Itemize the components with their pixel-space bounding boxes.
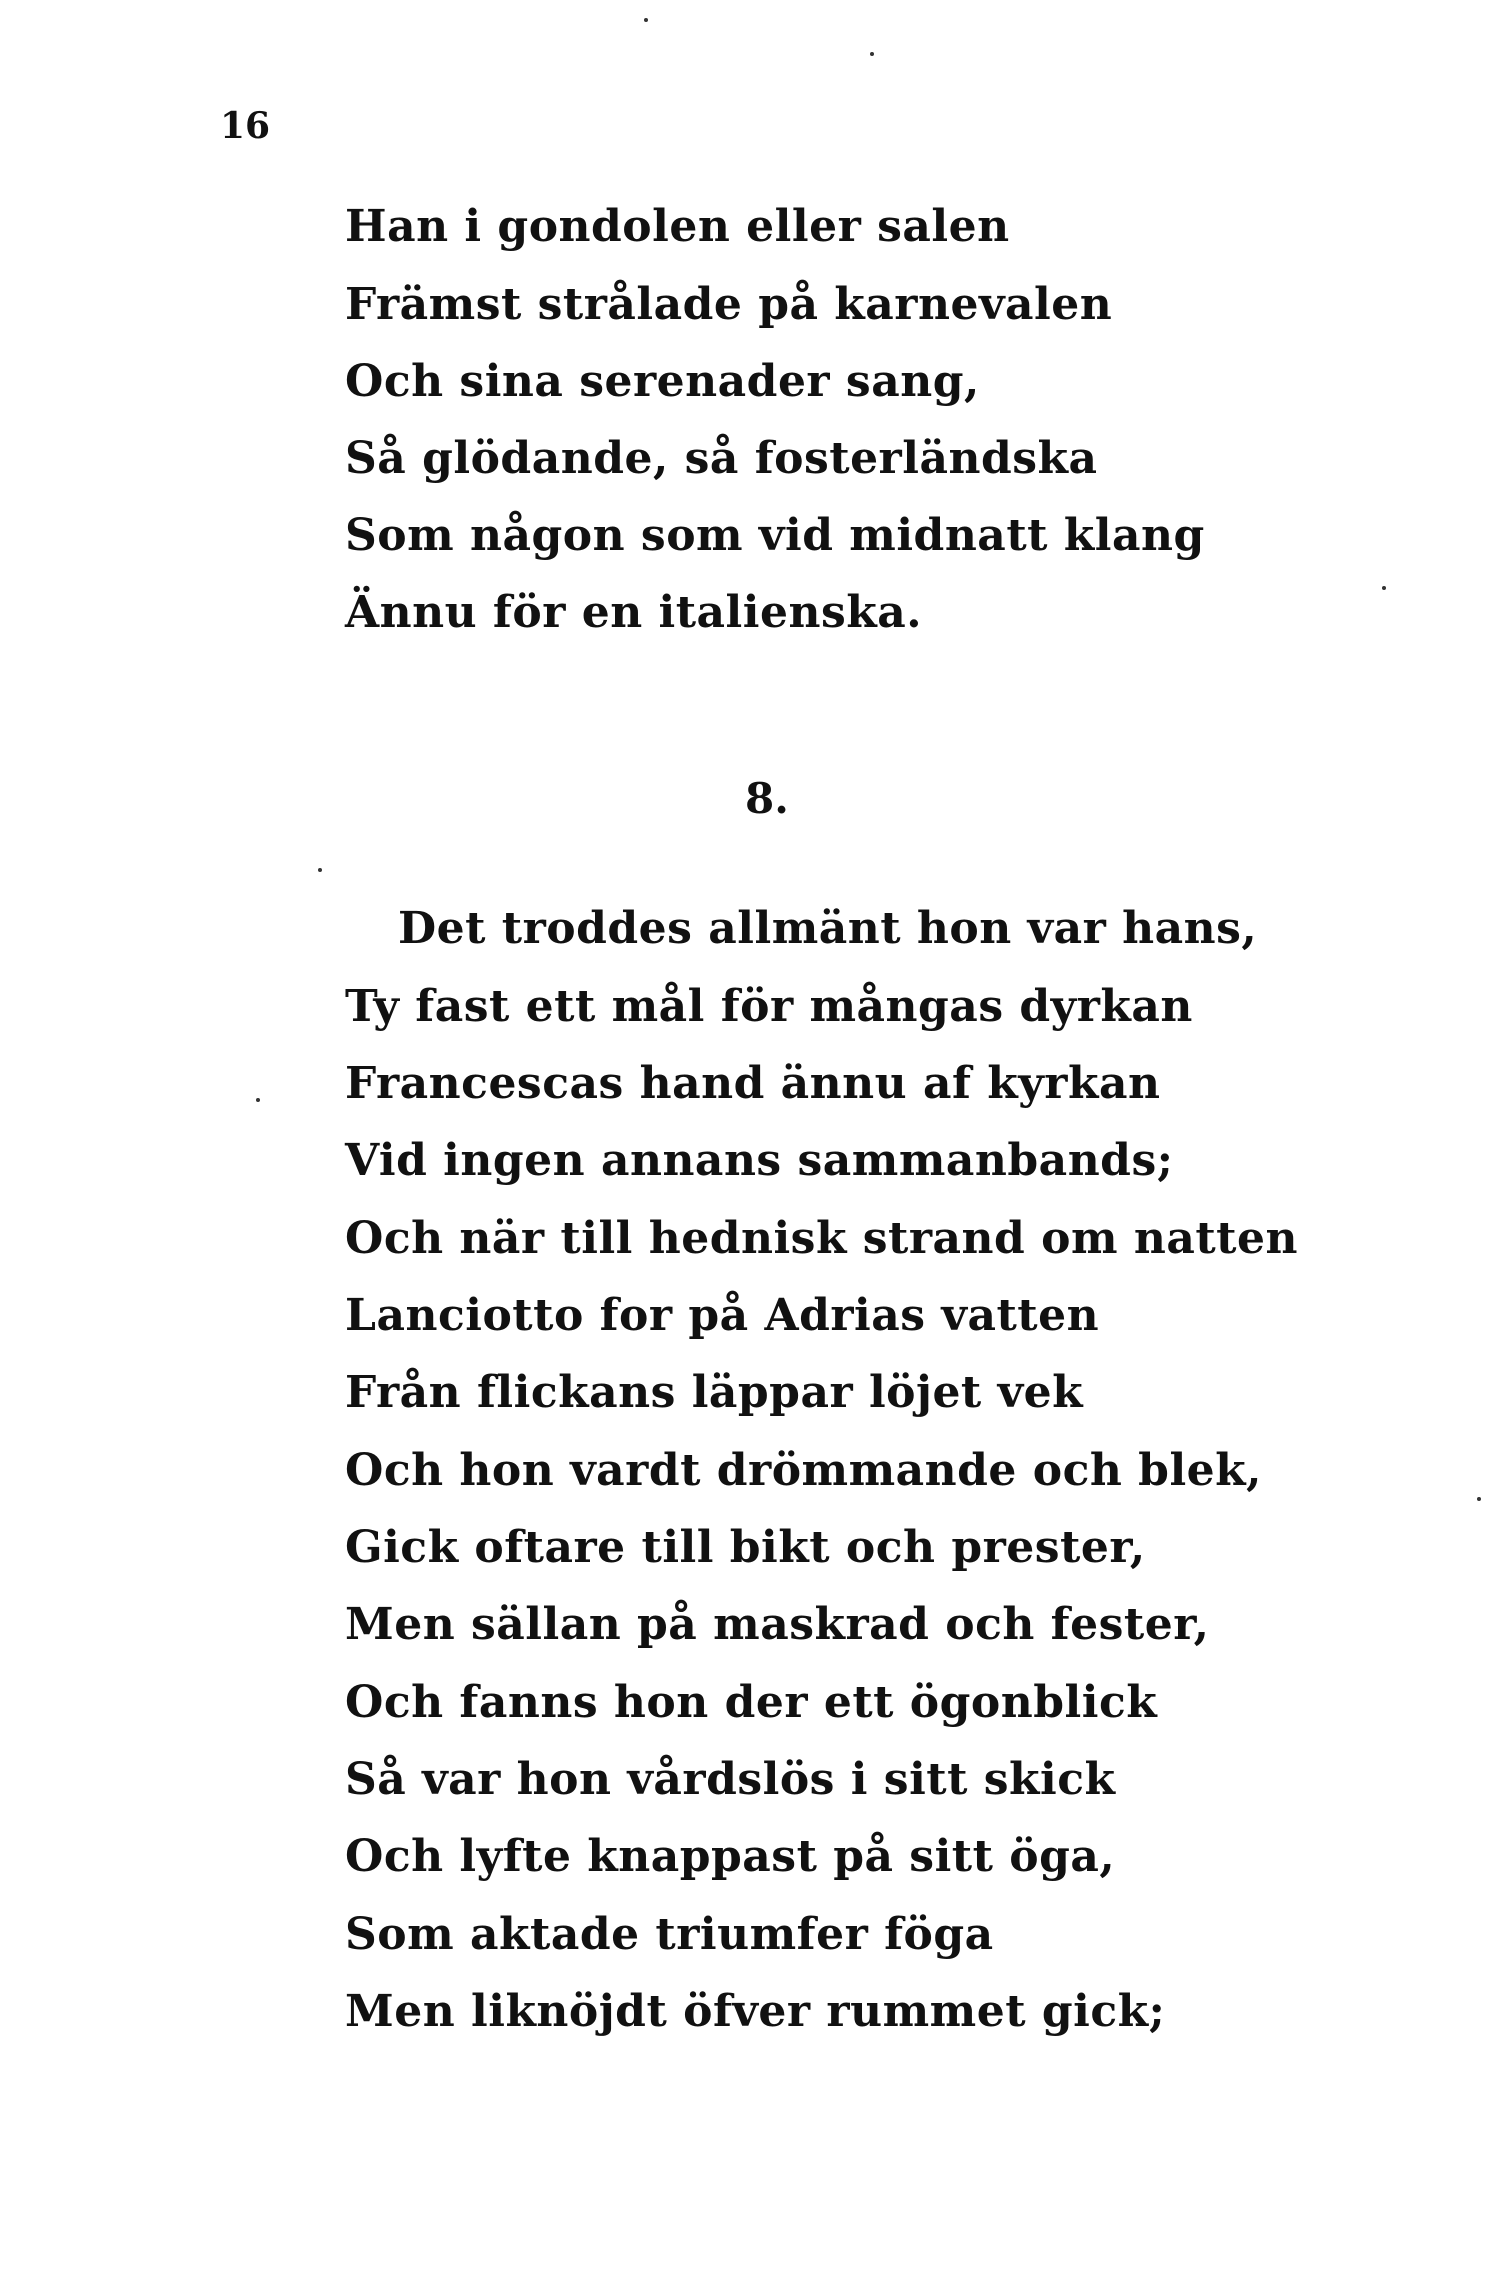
verse-line: Som någon som vid midnatt klang <box>345 510 1205 561</box>
verse-line: Som aktade triumfer föga <box>345 1909 994 1960</box>
section-number: 8. <box>745 774 789 823</box>
scan-speck <box>1477 1497 1481 1501</box>
page-number: 16 <box>220 105 271 147</box>
verse-line: Det troddes allmänt hon var hans, <box>398 903 1258 954</box>
verse-line: Så glödande, så fosterländska <box>345 433 1098 484</box>
verse-line: Och sina serenader sang, <box>345 356 980 407</box>
verse-line: Och när till hednisk strand om natten <box>345 1213 1298 1264</box>
verse-line: Francescas hand ännu af kyrkan <box>345 1058 1161 1109</box>
verse-line: Ty fast ett mål för mångas dyrkan <box>345 981 1193 1032</box>
verse-line: Från flickans läppar löjet vek <box>345 1367 1084 1418</box>
scan-speck <box>256 1098 260 1102</box>
verse-line: Han i gondolen eller salen <box>345 201 1010 252</box>
scan-speck <box>318 868 322 872</box>
verse-line: Lanciotto for på Adrias vatten <box>345 1290 1100 1341</box>
verse-line: Men liknöjdt öfver rummet gick; <box>345 1986 1166 2037</box>
scan-speck <box>644 18 648 22</box>
verse-line: Och fanns hon der ett ögonblick <box>345 1677 1158 1728</box>
verse-line: Så var hon vårdslös i sitt skick <box>345 1754 1116 1805</box>
verse-line: Vid ingen annans sammanbands; <box>345 1135 1174 1186</box>
verse-line: Och hon vardt drömmande och blek, <box>345 1445 1262 1496</box>
scan-speck <box>1382 586 1386 590</box>
verse-line: Främst strålade på karnevalen <box>345 279 1113 330</box>
verse-line: Gick oftare till bikt och prester, <box>345 1522 1146 1573</box>
verse-line: Och lyfte knappast på sitt öga, <box>345 1831 1116 1882</box>
scan-speck <box>870 52 874 56</box>
verse-line: Ännu för en italienska. <box>345 587 923 638</box>
verse-line: Men sällan på maskrad och fester, <box>345 1599 1210 1650</box>
